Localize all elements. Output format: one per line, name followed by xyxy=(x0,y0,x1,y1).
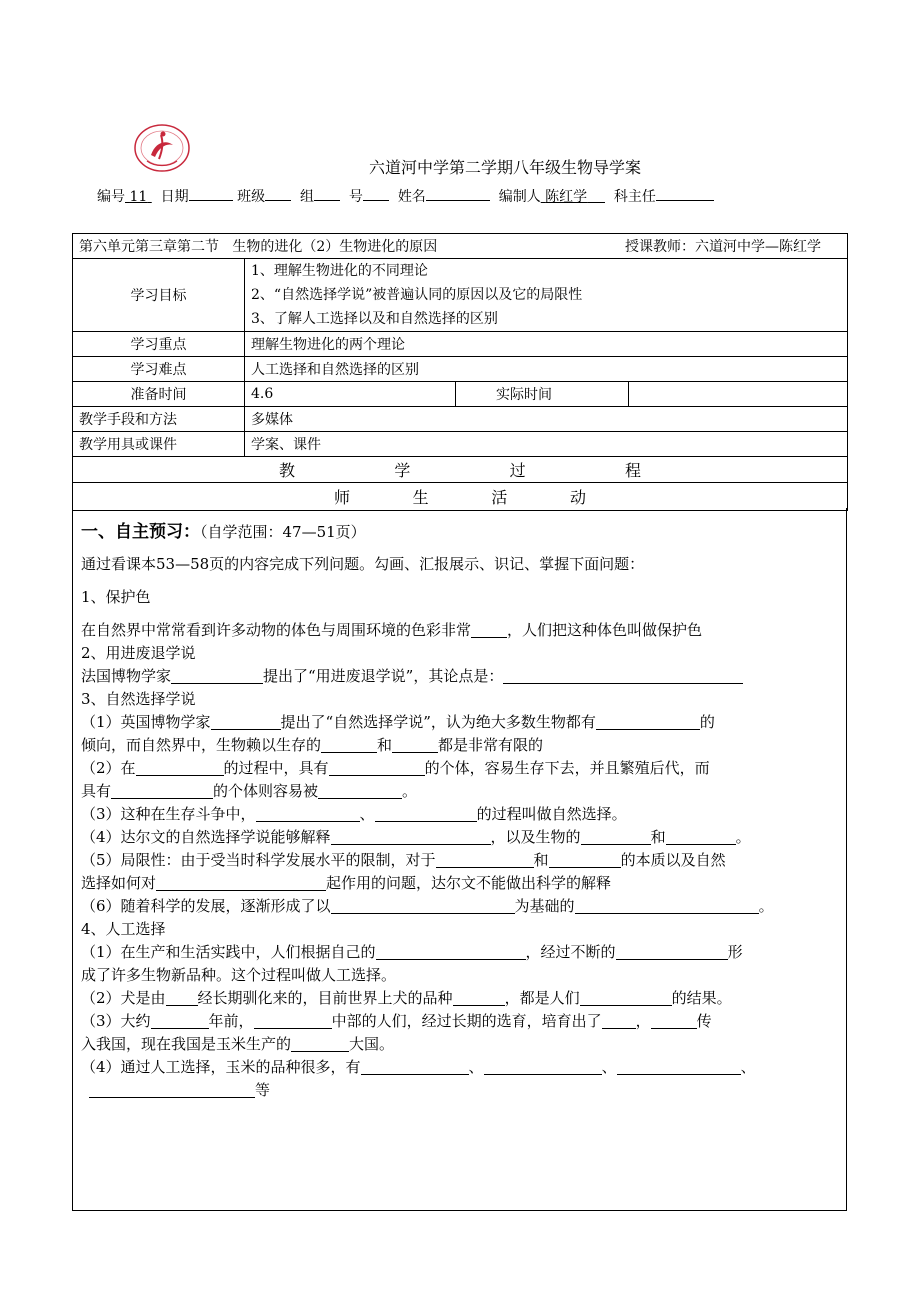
s4-title: 4、人工选择 xyxy=(81,920,166,938)
fill-blank[interactable] xyxy=(318,783,402,799)
s3-4: （4）达尔文的自然选择学说能够解释 ，以及生物的 和 。 xyxy=(81,828,751,846)
s3-6: （6）随着科学的发展，逐渐形成了以 为基础的 。 xyxy=(81,897,774,915)
fill-blank[interactable] xyxy=(602,1013,636,1029)
lesson-header-row xyxy=(73,234,848,259)
intro-text: 通过看课本53—58页的内容完成下列问题。勾画、汇报展示、识记、掌握下面问题： xyxy=(81,555,645,573)
s3-5: （5）局限性：由于受当时科学发展水平的限制，对于 和 的本质以及自然 xyxy=(81,851,726,869)
s4-1-cont: 成了许多生物新品种。这个过程叫做人工选择。 xyxy=(81,966,397,984)
fill-blank[interactable] xyxy=(651,1013,697,1029)
name-label: 姓名 xyxy=(397,189,426,205)
s4-4-cont: 等 xyxy=(81,1079,841,1102)
fill-blank[interactable] xyxy=(503,668,743,684)
s3-3: （3）这种在生存斗争中， 、 的过程叫做自然选择。 xyxy=(81,805,627,823)
fill-blank[interactable] xyxy=(616,944,728,960)
date-label: 日期 xyxy=(160,189,189,205)
fill-blank[interactable] xyxy=(617,1059,741,1075)
fill-blank[interactable] xyxy=(156,875,326,891)
method-value: 多媒体 xyxy=(245,407,848,432)
method-label: 教学手段和方法 xyxy=(73,407,245,432)
actual-label: 实际时间 xyxy=(456,382,629,407)
fill-blank[interactable] xyxy=(375,806,477,822)
lesson-info-table xyxy=(72,233,848,511)
fill-blank[interactable] xyxy=(166,990,198,1006)
s3-2: （2）在 的过程中，具有 的个体，容易生存下去，并且繁殖后代，而 xyxy=(81,759,710,777)
date-blank xyxy=(189,186,233,201)
fill-blank[interactable] xyxy=(256,806,360,822)
s1-line: 在自然界中常常看到许多动物的体色与周围环境的色彩非常 ，人们把这种体色叫做保护色 xyxy=(81,621,703,639)
group-blank xyxy=(314,186,340,201)
fill-blank[interactable] xyxy=(331,898,515,914)
fill-blank[interactable] xyxy=(361,1059,469,1075)
fill-blank[interactable] xyxy=(471,622,507,638)
s3-title: 3、自然选择学说 xyxy=(81,690,196,708)
s4-3-cont: 入我国，现在我国是玉米生产的 大国。 xyxy=(81,1035,395,1053)
goals-list xyxy=(245,259,848,332)
section-title: 一、自主预习：（自学范围：47—51页） xyxy=(81,522,366,542)
fill-blank[interactable] xyxy=(321,737,377,753)
diff-label: 学习难点 xyxy=(73,357,245,382)
fill-blank[interactable] xyxy=(89,1082,255,1098)
fill-blank[interactable] xyxy=(596,714,700,730)
goals-label: 学习目标 xyxy=(73,259,245,332)
s4-2: （2）犬是由 经长期驯化来的，目前世界上犬的品种 ，都是人们 的结果。 xyxy=(81,989,732,1007)
activity-row: 师 生 活 动 xyxy=(73,483,848,511)
name-blank xyxy=(426,186,490,201)
teacher-label: 授课教师：六道河中学—陈红学 xyxy=(625,239,822,255)
fill-blank[interactable] xyxy=(291,1036,349,1052)
no-label: 编号 xyxy=(97,189,125,205)
num-blank xyxy=(363,186,389,201)
s2-line: 法国博物学家 提出了“用进废退学说”，其论点是： xyxy=(81,665,841,688)
goal-item: 3、了解人工选择以及和自然选择的区别 xyxy=(251,311,498,327)
fill-blank[interactable] xyxy=(392,737,438,753)
s2-title: 2、用进废退学说 xyxy=(81,644,196,662)
fill-blank[interactable] xyxy=(171,668,263,684)
key-label: 学习重点 xyxy=(73,332,245,357)
fill-blank[interactable] xyxy=(581,829,651,845)
fill-blank[interactable] xyxy=(453,990,505,1006)
fill-blank[interactable] xyxy=(376,944,526,960)
diff-value: 人工选择和自然选择的区别 xyxy=(245,357,848,382)
class-blank xyxy=(265,186,291,201)
goal-item: 1、理解生物进化的不同理论 xyxy=(251,263,428,279)
editor-label: 编制人 xyxy=(498,189,541,205)
fill-blank[interactable] xyxy=(136,760,224,776)
fill-blank[interactable] xyxy=(580,990,672,1006)
fill-blank[interactable] xyxy=(484,1059,602,1075)
worksheet-content xyxy=(81,521,841,1102)
s4-4: （4）通过人工选择，玉米的品种很多，有 、 、 、 xyxy=(81,1058,756,1076)
tools-label: 教学用具或课件 xyxy=(73,432,245,457)
group-label: 组 xyxy=(300,189,314,205)
goal-item: 2、“自然选择学说”被普遍认同的原因以及它的局限性 xyxy=(251,287,583,303)
process-row: 教 学 过 程 xyxy=(73,457,848,483)
fill-blank[interactable] xyxy=(329,760,425,776)
fill-blank[interactable] xyxy=(331,829,491,845)
fill-blank[interactable] xyxy=(436,852,534,868)
fill-blank[interactable] xyxy=(549,852,621,868)
s3-5-cont: 选择如何对 起作用的问题，达尔文不能做出科学的解释 xyxy=(81,874,612,892)
s3-1: （1）英国博物学家 提出了“自然选择学说”，认为绝大多数生物都有 的 xyxy=(81,713,715,731)
head-blank xyxy=(656,186,714,201)
editor-value: 陈红学 xyxy=(545,189,588,205)
s3-2-cont: 具有 的个体则容易被 。 xyxy=(81,782,418,800)
meta-line xyxy=(97,186,714,206)
fill-blank[interactable] xyxy=(151,1013,209,1029)
s1-title: 1、保护色 xyxy=(81,588,151,606)
prep-value: 4.6 xyxy=(245,382,456,407)
s4-3: （3）大约 年前， 中部的人们，经过长期的选育，培育出了 ， 传 xyxy=(81,1012,712,1030)
head-label: 科主任 xyxy=(613,189,656,205)
fill-blank[interactable] xyxy=(211,714,281,730)
s4-1: （1）在生产和生活实践中，人们根据自己的 ，经过不断的 形 xyxy=(81,943,743,961)
key-value: 理解生物进化的两个理论 xyxy=(245,332,848,357)
actual-value xyxy=(629,382,848,407)
lesson-title: 生物的进化（2）生物进化的原因 xyxy=(232,239,438,255)
fill-blank[interactable] xyxy=(666,829,736,845)
prep-label: 准备时间 xyxy=(73,382,245,407)
fill-blank[interactable] xyxy=(111,783,213,799)
page-title: 六道河中学第二学期八年级生物导学案 xyxy=(368,158,641,177)
no-value: 11 xyxy=(129,189,148,205)
class-label: 班级 xyxy=(237,189,266,205)
fill-blank[interactable] xyxy=(575,898,759,914)
num-label: 号 xyxy=(348,189,363,205)
s3-1-cont: 倾向，而自然界中，生物赖以生存的 和 都是非常有限的 xyxy=(81,736,544,754)
tools-value: 学案、课件 xyxy=(245,432,848,457)
fill-blank[interactable] xyxy=(254,1013,332,1029)
unit-label: 第六单元第三章第二节 xyxy=(79,239,219,255)
